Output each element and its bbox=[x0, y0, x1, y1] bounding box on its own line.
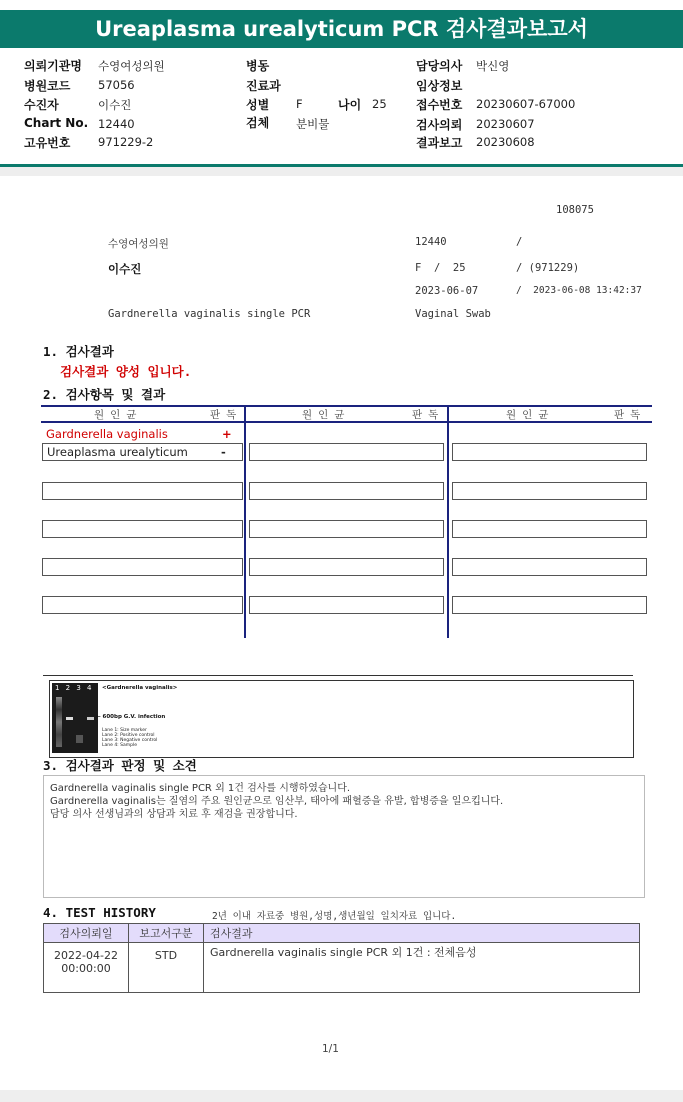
result-cell bbox=[452, 482, 647, 500]
gel-band-sample bbox=[87, 717, 94, 720]
label-unique-no: 고유번호 bbox=[24, 136, 71, 150]
col-header-organism: 원인균 bbox=[302, 409, 351, 421]
value-report-date: 20230608 bbox=[476, 135, 535, 149]
result-summary: 검사결과 양성 입니다. bbox=[60, 364, 192, 379]
gel-image bbox=[52, 683, 98, 753]
value-chart-no: 12440 bbox=[98, 117, 135, 131]
organism-result: - bbox=[221, 445, 226, 459]
history-date: 2022-04-22 bbox=[54, 949, 118, 962]
result-cell bbox=[42, 443, 243, 461]
value-age: 25 bbox=[372, 97, 387, 111]
gel-band-positive bbox=[66, 717, 73, 720]
gel-legend-item: Lane 4: Sample bbox=[102, 743, 137, 748]
history-date-cell bbox=[44, 943, 129, 993]
section3-title: 3. 검사결과 판정 및 소견 bbox=[43, 758, 197, 773]
organism-name: Ureaplasma urealyticum bbox=[47, 445, 188, 459]
label-request-date: 검사의뢰 bbox=[416, 118, 463, 132]
history-col-date: 검사의뢰일 bbox=[44, 924, 129, 943]
value-hospital: 수영여성의원 bbox=[98, 59, 165, 73]
section2-title: 2. 검사항목 및 결과 bbox=[43, 387, 166, 402]
gel-band-negative bbox=[76, 735, 83, 743]
history-col-result: 검사결과 bbox=[204, 924, 640, 943]
result-cell bbox=[452, 520, 647, 538]
footer-bar bbox=[0, 1090, 683, 1102]
findings-box bbox=[43, 775, 645, 898]
history-type: STD bbox=[129, 943, 204, 993]
col-header-judgement: 판독 bbox=[412, 409, 445, 421]
history-table bbox=[43, 923, 640, 993]
report-code: 108075 bbox=[556, 204, 594, 216]
label-age: 나이 bbox=[338, 98, 362, 112]
value-unique-no: 971229-2 bbox=[98, 135, 154, 149]
summary-chart: 12440 bbox=[415, 236, 447, 248]
result-cell bbox=[42, 520, 243, 538]
organism-name: Gardnerella vaginalis bbox=[46, 427, 168, 441]
gel-legend-item: Lane 2: Positive control bbox=[102, 733, 155, 738]
summary-test-name: Gardnerella vaginalis single PCR bbox=[108, 308, 311, 320]
col-header-judgement: 판독 bbox=[210, 409, 243, 421]
summary-date-request: 2023-06-07 bbox=[415, 285, 479, 297]
result-cell bbox=[249, 443, 444, 461]
label-hospital: 의뢰기관명 bbox=[24, 59, 82, 73]
history-header-row bbox=[44, 924, 640, 943]
label-doctor: 담당의사 bbox=[416, 59, 463, 73]
col-header-organism: 원인균 bbox=[94, 409, 143, 421]
label-specimen: 검체 bbox=[246, 116, 270, 130]
findings-line: 담당 의사 선생님과의 상담과 치료 후 재검을 권장합니다. bbox=[50, 809, 298, 820]
result-cell bbox=[249, 596, 444, 614]
section1-title: 1. 검사결과 bbox=[43, 344, 114, 359]
value-request-date: 20230607 bbox=[476, 117, 535, 131]
findings-line: Gardnerella vaginalis는 질염의 주요 원인균으로 임산부, 태아에 패혈증을 유발, 합병증을 일으킵니다. bbox=[50, 796, 504, 807]
label-department: 진료과 bbox=[246, 79, 281, 93]
summary-hospital: 수영여성의원 bbox=[108, 238, 169, 250]
col-header-organism: 원인균 bbox=[506, 409, 555, 421]
label-patient: 수진자 bbox=[24, 98, 59, 112]
table-row bbox=[44, 943, 640, 993]
value-hospital-code: 57056 bbox=[98, 78, 135, 92]
label-report-date: 결과보고 bbox=[416, 136, 463, 150]
history-result: Gardnerella vaginalis single PCR 외 1건 : 전체음성 bbox=[204, 943, 640, 993]
result-cell bbox=[249, 520, 444, 538]
gel-legend-item: Lane 3: Negative control bbox=[102, 738, 158, 743]
label-chart-no: Chart No. bbox=[24, 116, 89, 130]
summary-patient: 이수진 bbox=[108, 262, 142, 276]
label-ward: 병동 bbox=[246, 59, 270, 73]
gel-divider bbox=[43, 675, 633, 676]
result-cell bbox=[42, 482, 243, 500]
value-patient: 이수진 bbox=[98, 98, 132, 112]
history-time: 00:00:00 bbox=[61, 962, 111, 975]
label-receipt-no: 접수번호 bbox=[416, 98, 463, 112]
label-clinical-info: 임상정보 bbox=[416, 79, 463, 93]
col-header-judgement: 판독 bbox=[614, 409, 647, 421]
value-doctor: 박신영 bbox=[476, 59, 510, 73]
section4-title: 4. TEST HISTORY bbox=[43, 905, 156, 920]
header-shadow bbox=[0, 167, 683, 176]
gel-legend bbox=[102, 728, 157, 748]
table-col-divider bbox=[447, 405, 449, 638]
history-col-type: 보고서구분 bbox=[129, 924, 204, 943]
result-cell bbox=[42, 558, 243, 576]
organism-result: + bbox=[222, 427, 232, 441]
table-col-divider bbox=[244, 405, 246, 638]
page-number: 1/1 bbox=[322, 1043, 339, 1055]
result-cell bbox=[452, 558, 647, 576]
summary-slash: / bbox=[516, 236, 523, 248]
gel-panel bbox=[49, 680, 634, 758]
result-cell bbox=[249, 558, 444, 576]
gel-lane-numbers: 1 2 3 4 bbox=[55, 684, 94, 692]
result-cell bbox=[249, 482, 444, 500]
summary-sex-age: F / 25 bbox=[415, 262, 466, 274]
gel-ladder bbox=[56, 697, 62, 747]
result-cell bbox=[42, 596, 243, 614]
gel-band-label: ← 600bp G.V. infection bbox=[96, 714, 166, 720]
summary-birth: / (971229) bbox=[516, 262, 580, 274]
result-cell bbox=[452, 443, 647, 461]
summary-date-report: / 2023-06-08 13:42:37 bbox=[516, 285, 642, 296]
label-sex: 성별 bbox=[246, 98, 270, 112]
value-receipt-no: 20230607-67000 bbox=[476, 97, 576, 111]
history-note: 2년 이내 자료중 병원,성명,생년월일 일치자료 입니다. bbox=[212, 911, 457, 922]
label-hospital-code: 병원코드 bbox=[24, 79, 71, 93]
gel-legend-item: Lane 1: Size marker bbox=[102, 728, 147, 733]
value-sex: F bbox=[296, 97, 303, 111]
value-specimen: 분비물 bbox=[296, 117, 330, 131]
findings-line: Gardnerella vaginalis single PCR 외 1건 검사를 시행하였습니다. bbox=[50, 783, 351, 794]
report-title: Ureaplasma urealyticum PCR 검사결과보고서 bbox=[0, 10, 683, 48]
summary-specimen: Vaginal Swab bbox=[415, 308, 491, 320]
result-cell bbox=[452, 596, 647, 614]
gel-title: <Gardnerella vaginalis> bbox=[102, 685, 178, 691]
